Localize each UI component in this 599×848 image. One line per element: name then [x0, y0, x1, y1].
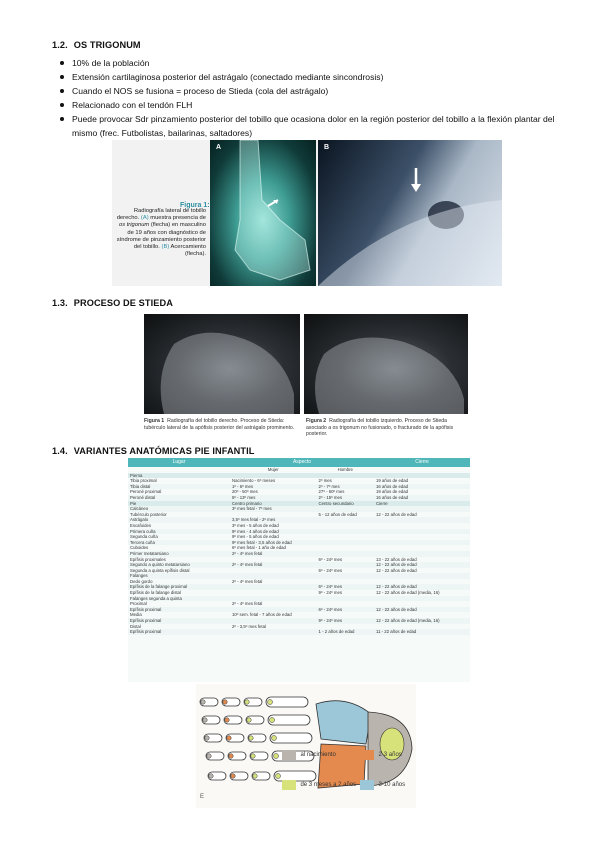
table-cell: 1º - 6º mes — [230, 484, 317, 490]
stieda-caption-1: Figura 1 Radiografía del tobillo derecho. Proceso de Stieda: tubérculo lateral de la apófisis posterior del astrágalo prominento. — [144, 418, 295, 431]
figure-1-caption: Radiografía lateral de tobillo derecho. (A) muestra presencia de os trigonum (flecha) en masculino de 19 años con diagnóstico de síndrome de pinzamiento posterior del tobillo. (B) Acercamiento (flecha). — [116, 208, 206, 258]
table-cell: Falanges — [128, 573, 230, 579]
table-cell: 19 años de edad — [376, 489, 409, 495]
table-cell: 9º mes - 5 años de edad — [232, 534, 279, 540]
table-cell: 2º - 4º mes fetal — [230, 551, 317, 557]
xray-panel-a — [210, 140, 316, 286]
section-title: OS TRIGONUM — [73, 40, 141, 50]
table-cell: Pie — [128, 501, 230, 507]
table-cell: Astrágalo — [128, 517, 230, 523]
table-cell: 2º - 4º mes fetal — [230, 562, 317, 568]
os-trigonum-bullet-list — [60, 56, 560, 140]
legend-item: de 3 meses a 2 años — [282, 776, 356, 794]
table-header: Cierre — [374, 458, 470, 467]
section-heading-os-trigonum — [52, 40, 141, 50]
table-cell: 16 años de edad — [374, 495, 470, 501]
table-subheader: Hombre — [337, 467, 353, 472]
table-row — [128, 629, 470, 635]
table-cell: Tercera cuña — [128, 540, 230, 546]
table-cell: Cierre — [374, 501, 470, 507]
table-cell: Epífisis de la falange distal — [130, 590, 181, 596]
table-cell: 20º - 50º mes — [232, 489, 258, 495]
table-cell: 9º mes - 4 años de edad — [230, 529, 317, 535]
table-cell: Epífisis de la falange proximal — [128, 584, 230, 590]
legend-swatch — [282, 780, 296, 790]
figure-1-label: Figura 1: — [180, 202, 210, 209]
table-cell: Nacimiento - 6º meses — [232, 478, 276, 484]
table-cell: 3,5º mes fetal - 2º mes — [230, 517, 317, 523]
table-cell — [230, 629, 317, 635]
table-cell: Tibia distal — [128, 484, 230, 490]
table-cell: 3º mes fetal - 7º mes — [230, 506, 317, 512]
panel-b-label: B — [324, 144, 330, 151]
table-cell: 6º - 24º mes — [317, 607, 374, 613]
bullet-item: Extensión cartilaginosa posterior del astrágalo (conectado mediante sincondrosis) — [60, 70, 560, 84]
table-cell: 2º - 4º mes fetal — [232, 601, 263, 607]
table-cell: 12 - 22 años de edad — [376, 511, 417, 517]
table-cell: 2º - 4º mes fetal — [232, 578, 263, 584]
table-cell: 12 - 22 años de edad — [374, 562, 470, 568]
section-heading-variantes: 1.4. VARIANTES ANATÓMICAS PIE INFANTIL — [52, 446, 255, 456]
table-cell: 1 - 2 años de edad — [317, 629, 374, 635]
table-cell: 12 - 22 años de edad — [376, 567, 417, 573]
table-cell: Segunda a quinta epífisis distal — [130, 567, 190, 573]
table-cell: 9º mes fetal - 3,5 años de edad — [230, 540, 317, 546]
table-cell: Segunda cuña — [130, 534, 158, 540]
table-cell: Peroné distal — [128, 495, 230, 501]
table-cell: 2º - 3,5º mes fetal — [232, 623, 266, 629]
table-cell: 12 - 22 años de edad (media, 16) — [376, 590, 440, 596]
table-cell: Centro primario — [230, 501, 317, 507]
table-cell: 19 años de edad — [376, 478, 409, 484]
ankle-bone-outline — [210, 140, 316, 286]
variants-table — [128, 458, 470, 635]
stieda-xray-2 — [304, 314, 468, 414]
legend-swatch — [360, 750, 374, 760]
table-cell: 6º - 24º mes — [318, 567, 342, 573]
table-cell: 2º mes — [318, 478, 332, 484]
legend-swatch — [282, 750, 296, 760]
bullet-item: Puede provocar Sdr pinzamiento posterior del tobillo que ocasiona dolor en la región posterior del tobillo a la flexión plantar del mismo (frec. Futbolistas, bailarinas, saltadores) — [60, 112, 560, 140]
bullet-item: Cuando el NOS se fusiona = proceso de Stieda (cola del astrágalo) — [60, 84, 560, 98]
table-cell: Distal — [130, 623, 141, 629]
table-header: Aspecto — [230, 458, 374, 467]
section-number: 1.2. — [52, 40, 68, 50]
bullet-item: 10% de la población — [60, 56, 560, 70]
legend-item: 2-3 años — [360, 746, 402, 764]
table-cell: 12 - 22 años de edad — [374, 584, 470, 590]
section-heading-stieda: 1.3. PROCESO DE STIEDA — [52, 298, 173, 308]
table-cell: 9º - 24º mes — [318, 590, 342, 596]
table-cell: 2º - 15º mes — [317, 495, 374, 501]
table-cell: Media — [130, 612, 142, 618]
table-cell: Falanges segunda a quinta — [128, 596, 230, 602]
table-cell: Epífisis proximales — [130, 556, 166, 562]
table-cell: 6º - 24º mes — [317, 584, 374, 590]
legend-item: al nacimiento — [282, 746, 336, 764]
table-cell: 6º - 24º mes — [318, 556, 342, 562]
table-cell: Segundo a quinto metatarsiano — [128, 562, 230, 568]
table-cell: Calcáneo — [128, 506, 230, 512]
table-cell: Tibia proximal — [130, 478, 157, 484]
panel-a-label: A — [216, 144, 222, 151]
stieda-xray-1 — [144, 314, 300, 414]
table-cell: 12 - 22 años de edad — [374, 607, 470, 613]
table-cell: Epífisis proximal — [128, 607, 230, 613]
table-cell: 9º - 24º mes — [317, 618, 374, 624]
table-cell: Epífisis proximal — [128, 629, 230, 635]
table-cell: Escafoides — [130, 522, 152, 528]
table-cell: 13 - 22 años de edad — [376, 556, 417, 562]
page-letter: E — [200, 794, 205, 800]
ossification-legend — [282, 746, 412, 806]
table-cell: 5º - 13º mes — [230, 495, 317, 501]
table-cell: Proximal — [130, 601, 147, 607]
table-cell: Tubérculo posterior — [130, 511, 167, 517]
table-header: Lugar — [128, 458, 230, 467]
table-cell: Pierna — [128, 473, 230, 479]
table-cell: Primer metatarsiano — [128, 551, 230, 557]
table-cell: Centro secundario — [317, 501, 374, 507]
legend-swatch — [360, 780, 374, 790]
table-cell: Peroné proximal — [130, 489, 162, 495]
xray-panel-b — [318, 140, 502, 286]
legend-item: 3-10 años — [360, 776, 405, 794]
table-cell: 12 - 22 años de edad (media, 16) — [374, 618, 470, 624]
table-cell: Epífisis proximal — [128, 618, 230, 624]
bullet-item: Relacionado con el tendón FLH — [60, 98, 560, 112]
table-cell: 27º - 60º mes — [318, 489, 345, 495]
table-subheader: Mujer — [267, 467, 279, 472]
table-cell: Primera cuña — [128, 529, 230, 535]
variants-table-wrapper — [128, 458, 470, 682]
table-cell: 11 - 22 años de edad — [374, 629, 470, 635]
table-cell: 5 - 12 años de edad — [318, 511, 357, 517]
table-cell: 16 años de edad — [374, 484, 470, 490]
table-cell: 10º sem. fetal - 7 años de edad — [232, 612, 292, 618]
table-cell: Dedo gordo — [130, 578, 153, 584]
table-cell: 2º - 7º mes — [317, 484, 374, 490]
table-cell: 6º mes fetal - 1 año de edad — [232, 545, 286, 551]
table-cell: Cuboides — [130, 545, 149, 551]
figure-1-block — [112, 140, 502, 286]
stieda-caption-2: Figura 2 Radiografía del tobillo izquierdo. Proceso de Stieda asociado a os trigonum no fusionado, o fracturado de la apófisis posterior. — [306, 418, 454, 437]
table-cell: 3º mes - 5 años de edad — [232, 522, 279, 528]
